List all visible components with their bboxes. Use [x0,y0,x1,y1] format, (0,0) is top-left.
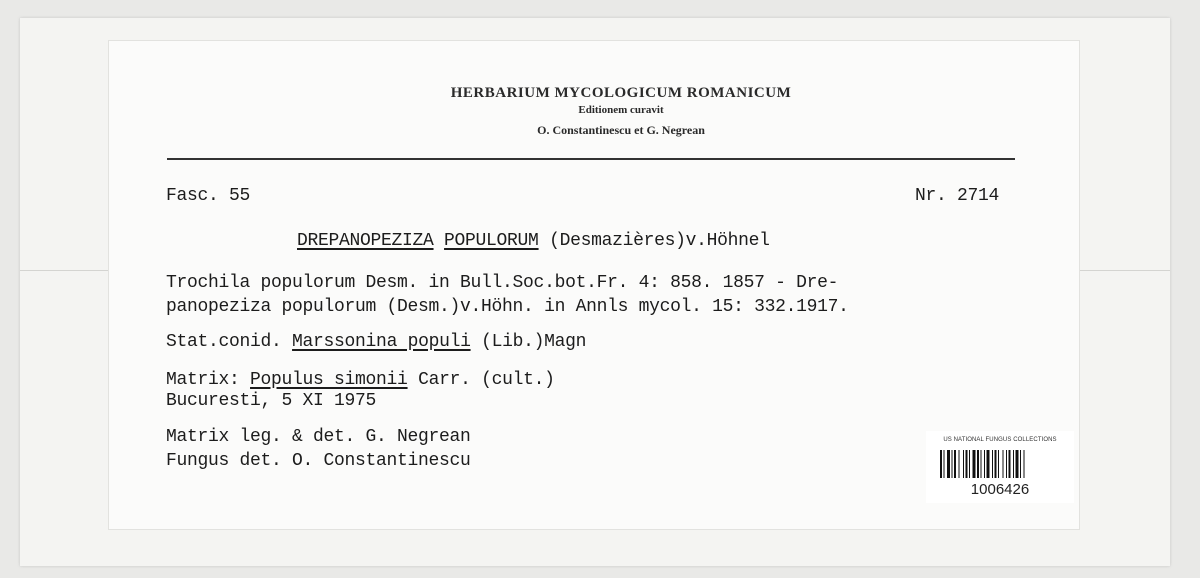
synonymy-line-1: Trochila populorum Desm. in Bull.Soc.bot.Fr. 4: 858. 1857 - Dre- [166,273,839,293]
barcode-sticker [926,431,1074,503]
matrix-prefix: Matrix: [166,370,240,390]
taxon-name [297,231,770,251]
synonymy-line-2: panopeziza populorum (Desm.)v.Höhn. in Annls mycol. 15: 332.1917. [166,297,849,317]
herbarium-editors: O. Constantinescu et G. Negrean [537,123,705,137]
taxon-species: POPULORUM [444,231,539,251]
header-rule [167,158,1015,160]
collector-line-1: Matrix leg. & det. G. Negrean [166,427,471,447]
barcode-number: 1006426 [970,481,1030,498]
herbarium-subtitle: Editionem curavit [578,104,664,116]
conidial-state [166,332,586,352]
collector-line-2: Fungus det. O. Constantinescu [166,451,471,471]
taxon-authority: (Desmazières)v.Höhnel [549,231,770,251]
conidial-state-name: Marssonina populi [292,332,471,352]
conidial-state-authority: (Lib.)Magn [481,332,587,352]
fascicle-number: Fasc. 55 [166,186,251,206]
matrix-host-suffix: Carr. (cult.) [418,370,555,390]
barcode-label: US NATIONAL FUNGUS COLLECTIONS [943,437,1057,443]
barcode-icon [940,450,1060,478]
matrix-host-name: Populus simonii [250,370,408,390]
herbarium-title: HERBARIUM MYCOLOGICUM ROMANICUM [450,85,792,101]
locality-date: Bucuresti, 5 XI 1975 [166,391,377,411]
label-header [109,85,1079,138]
exsiccata-number: Nr. 2714 [915,186,1000,206]
taxon-genus: DREPANOPEZIZA [297,231,434,251]
matrix-host [166,370,555,390]
conidial-state-prefix: Stat.conid. [166,332,282,352]
